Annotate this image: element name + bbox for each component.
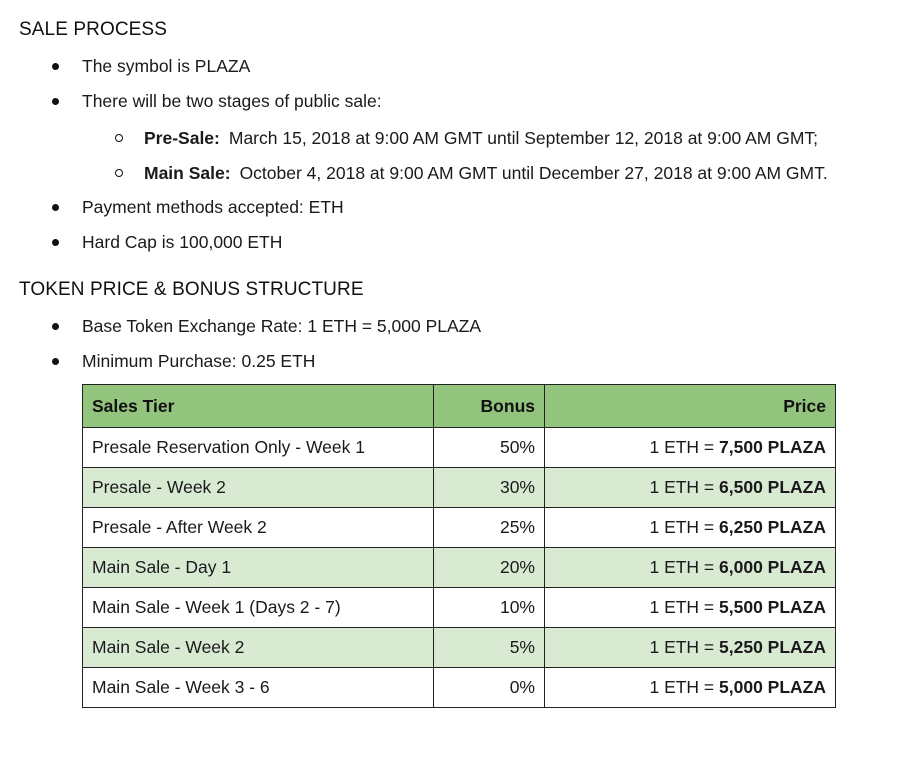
- price-value: 5,000 PLAZA: [719, 677, 826, 697]
- bullet-dot-icon: [52, 63, 59, 70]
- tier-cell: Main Sale - Week 1 (Days 2 - 7): [83, 588, 434, 628]
- tier-cell: Presale - After Week 2: [83, 508, 434, 548]
- price-prefix: 1 ETH =: [649, 597, 720, 617]
- sales-tier-table: [82, 384, 836, 708]
- sale-process-heading: SALE PROCESS: [19, 19, 167, 40]
- price-cell: [545, 468, 836, 508]
- column-header-price: Price: [545, 385, 836, 428]
- price-prefix: 1 ETH =: [649, 517, 720, 537]
- tier-cell: Main Sale - Day 1: [83, 548, 434, 588]
- table-row: [83, 668, 836, 708]
- tier-cell: Main Sale - Week 3 - 6: [83, 668, 434, 708]
- price-prefix: 1 ETH =: [649, 557, 720, 577]
- table-row: [83, 548, 836, 588]
- bullet-text: The symbol is PLAZA: [82, 56, 251, 76]
- price-value: 6,500 PLAZA: [719, 477, 826, 497]
- price-value: 7,500 PLAZA: [719, 437, 826, 457]
- price-value: 5,500 PLAZA: [719, 597, 826, 617]
- bullet-text: There will be two stages of public sale:: [82, 91, 382, 111]
- bonus-cell: 25%: [434, 508, 545, 548]
- tier-cell: Presale Reservation Only - Week 1: [83, 428, 434, 468]
- bullet-text: Minimum Purchase: 0.25 ETH: [82, 351, 316, 371]
- price-prefix: 1 ETH =: [649, 677, 720, 697]
- price-value: 5,250 PLAZA: [719, 637, 826, 657]
- stage-text: October 4, 2018 at 9:00 AM GMT until December 27, 2018 at 9:00 AM GMT.: [239, 163, 828, 183]
- table-row: [83, 628, 836, 668]
- bullet-dot-icon: [52, 358, 59, 365]
- bullet-text: Hard Cap is 100,000 ETH: [82, 232, 283, 252]
- tier-cell: Presale - Week 2: [83, 468, 434, 508]
- price-cell: [545, 508, 836, 548]
- bonus-cell: 10%: [434, 588, 545, 628]
- stage-label: Main Sale:: [144, 163, 231, 183]
- stage-text: March 15, 2018 at 9:00 AM GMT until September 12, 2018 at 9:00 AM GMT;: [228, 128, 819, 148]
- price-prefix: 1 ETH =: [649, 637, 720, 657]
- price-cell: [545, 628, 836, 668]
- bullet-text: Payment methods accepted: ETH: [82, 197, 344, 217]
- bullet-dot-icon: [52, 323, 59, 330]
- price-value: 6,250 PLAZA: [719, 517, 826, 537]
- table-header-row: [83, 385, 836, 428]
- column-header-bonus: Bonus: [434, 385, 545, 428]
- bullet-dot-icon: [52, 239, 59, 246]
- bonus-cell: 50%: [434, 428, 545, 468]
- token-price-heading: TOKEN PRICE & BONUS STRUCTURE: [19, 279, 364, 300]
- bonus-cell: 0%: [434, 668, 545, 708]
- bullet-dot-icon: [52, 98, 59, 105]
- table-row: [83, 468, 836, 508]
- table-row: [83, 428, 836, 468]
- bullet-dot-icon: [52, 204, 59, 211]
- price-prefix: 1 ETH =: [649, 437, 720, 457]
- column-header-sales-tier: Sales Tier: [83, 385, 434, 428]
- tier-cell: Main Sale - Week 2: [83, 628, 434, 668]
- table-row: [83, 588, 836, 628]
- price-cell: [545, 588, 836, 628]
- price-cell: [545, 428, 836, 468]
- table-row: [83, 508, 836, 548]
- bullet-circle-icon: [115, 169, 123, 177]
- bonus-cell: 20%: [434, 548, 545, 588]
- bullet-text: Base Token Exchange Rate: 1 ETH = 5,000 PLAZA: [82, 316, 482, 336]
- bullet-circle-icon: [115, 134, 123, 142]
- stage-label: Pre-Sale:: [144, 128, 220, 148]
- price-cell: [545, 668, 836, 708]
- price-value: 6,000 PLAZA: [719, 557, 826, 577]
- price-cell: [545, 548, 836, 588]
- price-prefix: 1 ETH =: [649, 477, 720, 497]
- bonus-cell: 30%: [434, 468, 545, 508]
- bonus-cell: 5%: [434, 628, 545, 668]
